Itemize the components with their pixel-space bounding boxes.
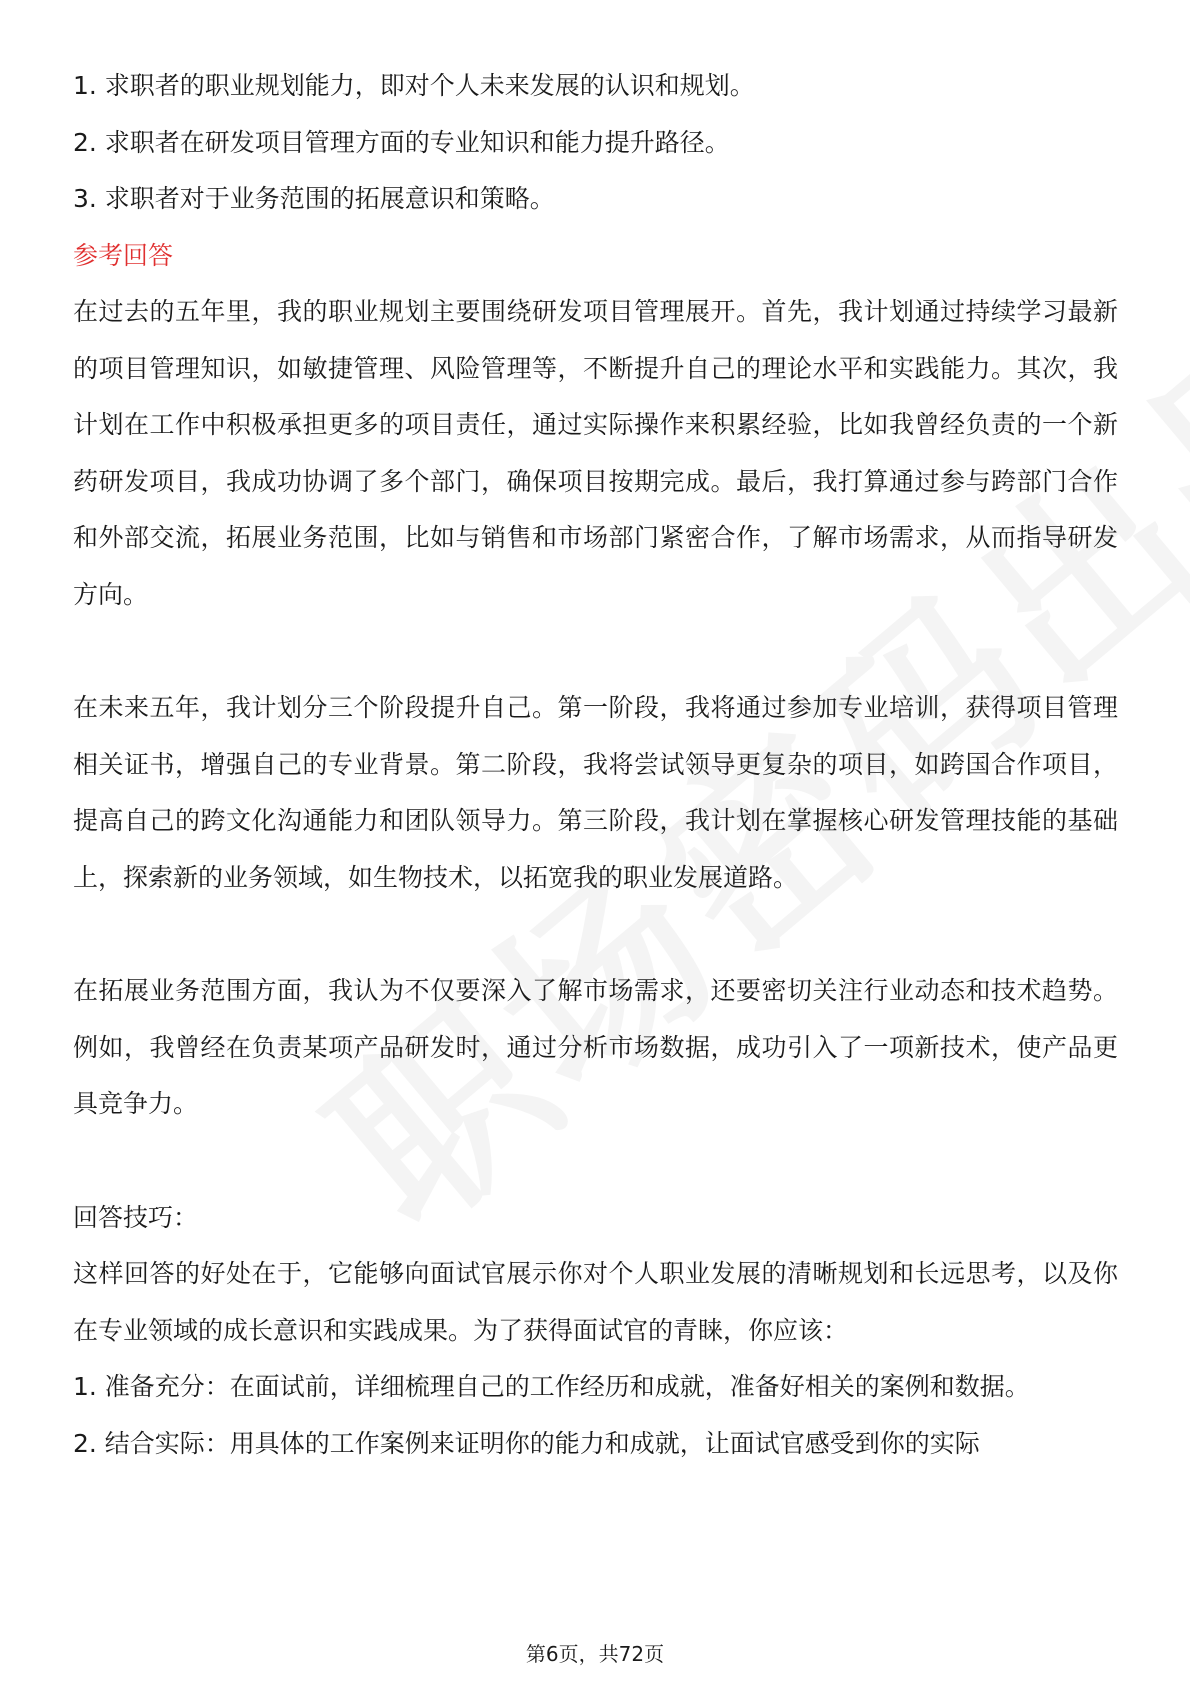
tips-intro: 这样回答的好处在于，它能够向面试官展示你对个人职业发展的清晰规划和长远思考，以及你在专业领域的成长意识和实践成果。为了获得面试官的青睐，你应该： xyxy=(73,1259,1118,1345)
answer-paragraph: 在拓展业务范围方面，我认为不仅要深入了解市场需求，还要密切关注行业动态和技术趋势。例如，我曾经在负责某项产品研发时，通过分析市场数据，成功引入了一项新技术，使产品更具竞争力。 xyxy=(73,976,1118,1118)
answer-paragraph: 在未来五年，我计划分三个阶段提升自己。第一阶段，我将通过参加专业培训，获得项目管理相关证书，增强自己的专业背景。第二阶段，我将尝试领导更复杂的项目，如跨国合作项目，提高自己的跨文化沟通能力和团队领导力。第三阶段，我计划在掌握核心研发管理技能的基础上，探索新的业务领域，如生物技术，以拓宽我的职业发展道路。 xyxy=(73,693,1118,892)
intro-list-item: 2. 求职者在研发项目管理方面的专业知识和能力提升路径。 xyxy=(73,127,730,157)
intro-list-item: 1. 求职者的职业规划能力，即对个人未来发展的认识和规划。 xyxy=(73,71,755,100)
paragraph-gap xyxy=(73,623,1118,680)
page-content xyxy=(73,58,1118,1472)
paragraph-gap xyxy=(73,1133,1118,1190)
tips-list-item: 2. 结合实际：用具体的工作案例来证明你的能力和成就，让面试官感受到你的实际 xyxy=(73,1428,980,1458)
intro-list-item: 3. 求职者对于业务范围的拓展意识和策略。 xyxy=(73,184,555,213)
answer-paragraph: 在过去的五年里，我的职业规划主要围绕研发项目管理展开。首先，我计划通过持续学习最新的项目管理知识，如敏捷管理、风险管理等，不断提升自己的理论水平和实践能力。其次，我计划在工作中积极承担更多的项目责任，通过实际操作来积累经验，比如我曾经负责的一个新药研发项目，我成功协调了多个部门，确保项目按期完成。最后，我打算通过参与跨部门合作和外部交流，拓展业务范围，比如与销售和市场部门紧密合作，了解市场需求，从而指导研发方向。 xyxy=(73,297,1118,609)
tips-heading: 回答技巧： xyxy=(73,1202,199,1232)
paragraph-gap xyxy=(73,906,1118,963)
answer-heading: 参考回答 xyxy=(73,240,174,270)
tips-list-item: 1. 准备充分：在面试前，详细梳理自己的工作经历和成就，准备好相关的案例和数据。 xyxy=(73,1372,1030,1401)
page-footer: 第6页，共72页 xyxy=(525,1642,665,1666)
